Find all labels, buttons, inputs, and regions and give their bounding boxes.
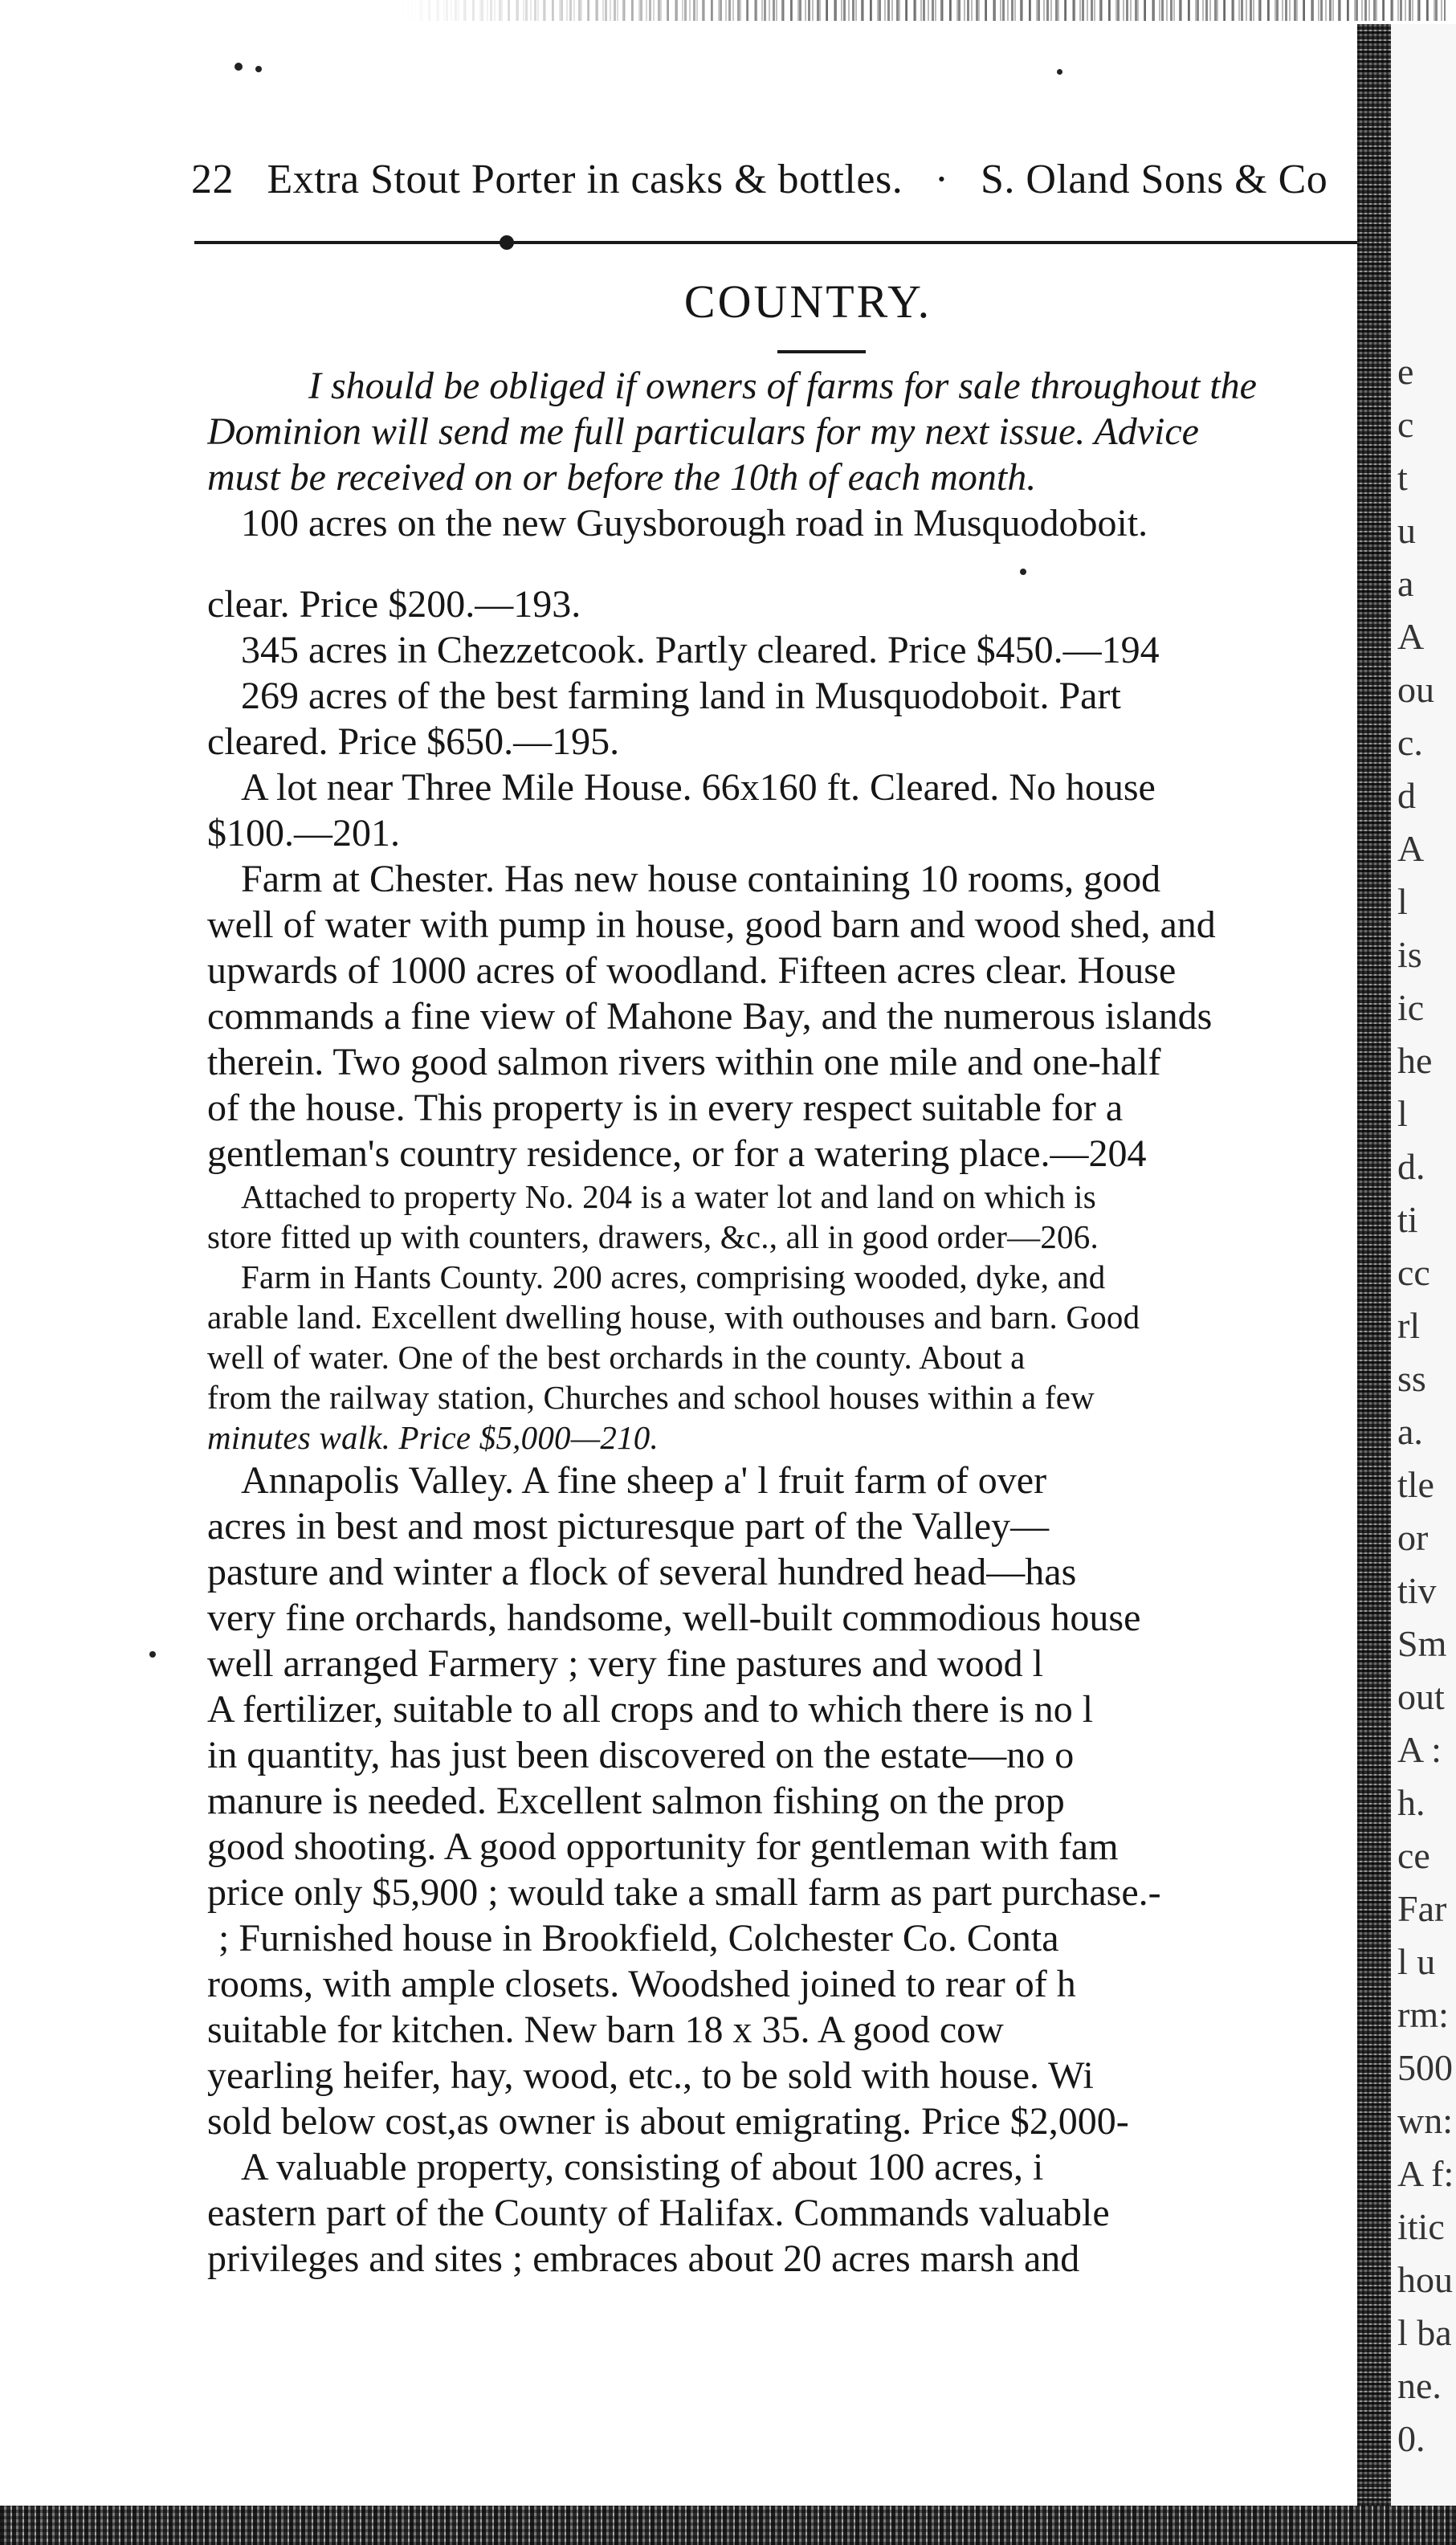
intro-line: Dominion will send me full particulars for my next issue. Advice: [207, 410, 1199, 453]
listing-line: arable land. Excellent dwelling house, with outhouses and barn. Good: [207, 1299, 1140, 1336]
scan-speck: [1057, 69, 1062, 75]
listing-206: [207, 1177, 1364, 1257]
scan-speck: [149, 1651, 156, 1658]
scan-speck: [255, 66, 262, 72]
listing-line: of the house. This property is in every respect suitable for a: [207, 1087, 1124, 1129]
adjacent-page-fragment: itic: [1397, 2206, 1445, 2247]
listing-line: Farm at Chester. Has new house containing 10 rooms, good: [241, 858, 1161, 900]
listing-line: 269 acres of the best farming land in Musquodoboit. Part: [241, 675, 1121, 717]
adjacent-page-fragment: Sm: [1397, 1623, 1447, 1664]
listing-line: acres in best and most picturesque part of the Valley—: [207, 1505, 1050, 1548]
listing-line: ; Furnished house in Brookfield, Colchester Co. Conta: [218, 1917, 1059, 1960]
adjacent-page-fragment: d.: [1397, 1146, 1425, 1187]
listing-line: from the railway station, Churches and school houses within a few: [207, 1379, 1095, 1416]
adjacent-page-fragment: c: [1397, 404, 1414, 445]
adjacent-page-fragment: ic: [1397, 987, 1425, 1028]
adjacent-page-fragment: 500: [1397, 2047, 1453, 2088]
adjacent-page-fragment: is: [1397, 934, 1422, 975]
intro-line: I should be obliged if owners of farms for sale throughout the: [308, 365, 1257, 407]
listing-line: in quantity, has just been discovered on the estate—no o: [207, 1734, 1075, 1776]
listing-193: [207, 500, 1364, 627]
scan-noise-top: [402, 0, 1446, 21]
adjacent-page-fragment: ou: [1397, 669, 1434, 710]
adjacent-page-fragment: he: [1397, 1040, 1433, 1081]
listing-line: yearling heifer, hay, wood, etc., to be sold with house. Wi: [207, 2054, 1094, 2097]
header-separator: ·: [934, 157, 949, 202]
adjacent-page-fragment: A: [1397, 616, 1425, 657]
adjacent-page-fragment: out: [1397, 1676, 1445, 1717]
listing-halifax-county: [207, 2144, 1364, 2282]
adjacent-page-fragment: A: [1397, 828, 1425, 869]
adjacent-page-fragment: tiv: [1397, 1570, 1437, 1611]
listing-line: eastern part of the County of Halifax. Commands valuable: [207, 2192, 1110, 2234]
listing-line: well of water with pump in house, good barn and wood shed, and: [207, 903, 1216, 946]
adjacent-page-fragment: a.: [1397, 1411, 1423, 1452]
scan-speck: [235, 63, 243, 71]
adjacent-page-fragment: l ba: [1397, 2312, 1452, 2353]
listing-line: Farm in Hants County. 200 acres, comprising wooded, dyke, and: [241, 1258, 1106, 1295]
listing-line: $100.—201.: [207, 812, 400, 854]
listing-line: minutes walk. Price $5,000—210.: [207, 1419, 659, 1456]
adjacent-page-fragment: A f:: [1397, 2153, 1454, 2194]
running-header: [191, 156, 1444, 203]
listing-line: 345 acres in Chezzetcook. Partly cleared. Price $450.—194: [241, 629, 1160, 671]
section-title: COUNTRY.: [683, 275, 932, 328]
listing-line: price only $5,900 ; would take a small farm as part purchase.-: [207, 1871, 1161, 1914]
adjacent-page-fragment: ne.: [1397, 2365, 1442, 2406]
listing-line: very fine orchards, handsome, well-built commodious house: [207, 1597, 1141, 1639]
listing-204: [207, 856, 1364, 1177]
torn-right-edge: [1357, 24, 1391, 2545]
listing-line: A valuable property, consisting of about 100 acres, i: [241, 2146, 1044, 2188]
adjacent-page-fragment: e: [1397, 351, 1414, 392]
adjacent-page-fragment: h.: [1397, 1782, 1425, 1823]
listing-line: clear. Price $200.—193.: [207, 583, 581, 626]
torn-bottom-edge: [0, 2506, 1456, 2545]
listing-210: [207, 1257, 1364, 1458]
listing-line: well of water. One of the best orchards in the county. About a: [207, 1339, 1026, 1376]
listing-line: A fertilizer, suitable to all crops and to which there is no l: [207, 1688, 1094, 1731]
listing-annapolis-valley: [207, 1458, 1364, 1915]
listing-line: 100 acres on the new Guysborough road in Musquodoboit.: [241, 502, 1148, 544]
adjacent-page-fragment: u: [1397, 510, 1416, 551]
adjacent-page-fragment: l: [1397, 1093, 1408, 1134]
listing-line: commands a fine view of Mahone Bay, and the numerous islands: [207, 995, 1213, 1038]
listing-line: store fitted up with counters, drawers, &c., all in good order—206.: [207, 1218, 1099, 1255]
header-rule: [194, 241, 1367, 244]
adjacent-page-fragment: ss: [1397, 1358, 1426, 1399]
listing-line: sold below cost,as owner is about emigrating. Price $2,000-: [207, 2100, 1129, 2143]
listing-line: privileges and sites ; embraces about 20 acres marsh and: [207, 2237, 1080, 2280]
adjacent-page-fragment: l: [1397, 881, 1408, 922]
adjacent-page-fragment: wn:: [1397, 2100, 1453, 2141]
adjacent-page-fragment: d: [1397, 775, 1416, 816]
listing-line: A lot near Three Mile House. 66x160 ft. Cleared. No house: [241, 766, 1156, 809]
listing-line: pasture and winter a flock of several hundred head—has: [207, 1551, 1077, 1593]
adjacent-page-fragment: rm:: [1397, 1994, 1449, 2035]
listing-line: rooms, with ample closets. Woodshed joined to rear of h: [207, 1963, 1076, 2005]
listing-line: therein. Two good salmon rivers within one mile and one-half: [207, 1041, 1161, 1083]
adjacent-page-fragment: hou: [1397, 2259, 1453, 2300]
listing-line: Annapolis Valley. A fine sheep a' l fruit farm of over: [241, 1459, 1047, 1502]
page-number: 22: [191, 157, 234, 202]
listing-line: gentleman's country residence, or for a watering place.—204: [207, 1132, 1147, 1175]
listing-line: suitable for kitchen. New barn 18 x 35. A good cow: [207, 2009, 1004, 2051]
header-company: S. Oland Sons & Co: [981, 157, 1328, 202]
listing-line: [207, 546, 1364, 581]
adjacent-page-fragment: ce: [1397, 1835, 1430, 1876]
listing-195: [207, 673, 1364, 765]
adjacent-page-fragment: tle: [1397, 1464, 1434, 1505]
adjacent-page-fragment: 0.: [1397, 2418, 1425, 2459]
intro-line: must be received on or before the 10th of each month.: [207, 456, 1037, 499]
adjacent-page-fragment: l u: [1397, 1941, 1436, 1982]
adjacent-page-fragment: cc: [1397, 1252, 1430, 1293]
listing-line: good shooting. A good opportunity for gentleman with fam: [207, 1825, 1119, 1868]
listings-column: [207, 353, 1364, 2282]
header-rule-ornament: [500, 235, 514, 250]
listing-194: [207, 627, 1364, 673]
adjacent-page-fragment: or: [1397, 1517, 1429, 1558]
adjacent-page-fragment: t: [1397, 457, 1408, 498]
adjacent-page-fragment: a: [1397, 563, 1414, 604]
listing-line: well arranged Farmery ; very fine pastures and wood l: [207, 1642, 1043, 1685]
listing-line: cleared. Price $650.—195.: [207, 720, 620, 763]
listing-brookfield: [207, 1915, 1364, 2144]
adjacent-page-fragment: A :: [1397, 1729, 1442, 1770]
adjacent-page-fragment: c.: [1397, 722, 1423, 763]
intro-notice: [207, 353, 1364, 500]
listing-line: Attached to property No. 204 is a water lot and land on which is: [241, 1178, 1096, 1215]
listing-201: [207, 765, 1364, 856]
header-advert: Extra Stout Porter in casks & bottles.: [267, 157, 903, 202]
adjacent-page-fragment: rl: [1397, 1305, 1421, 1346]
adjacent-page-fragment: ti: [1397, 1199, 1418, 1240]
listing-line: upwards of 1000 acres of woodland. Fifteen acres clear. House: [207, 949, 1177, 992]
listing-line: manure is needed. Excellent salmon fishing on the prop: [207, 1780, 1065, 1822]
adjacent-page-fragment: Far: [1397, 1888, 1447, 1929]
